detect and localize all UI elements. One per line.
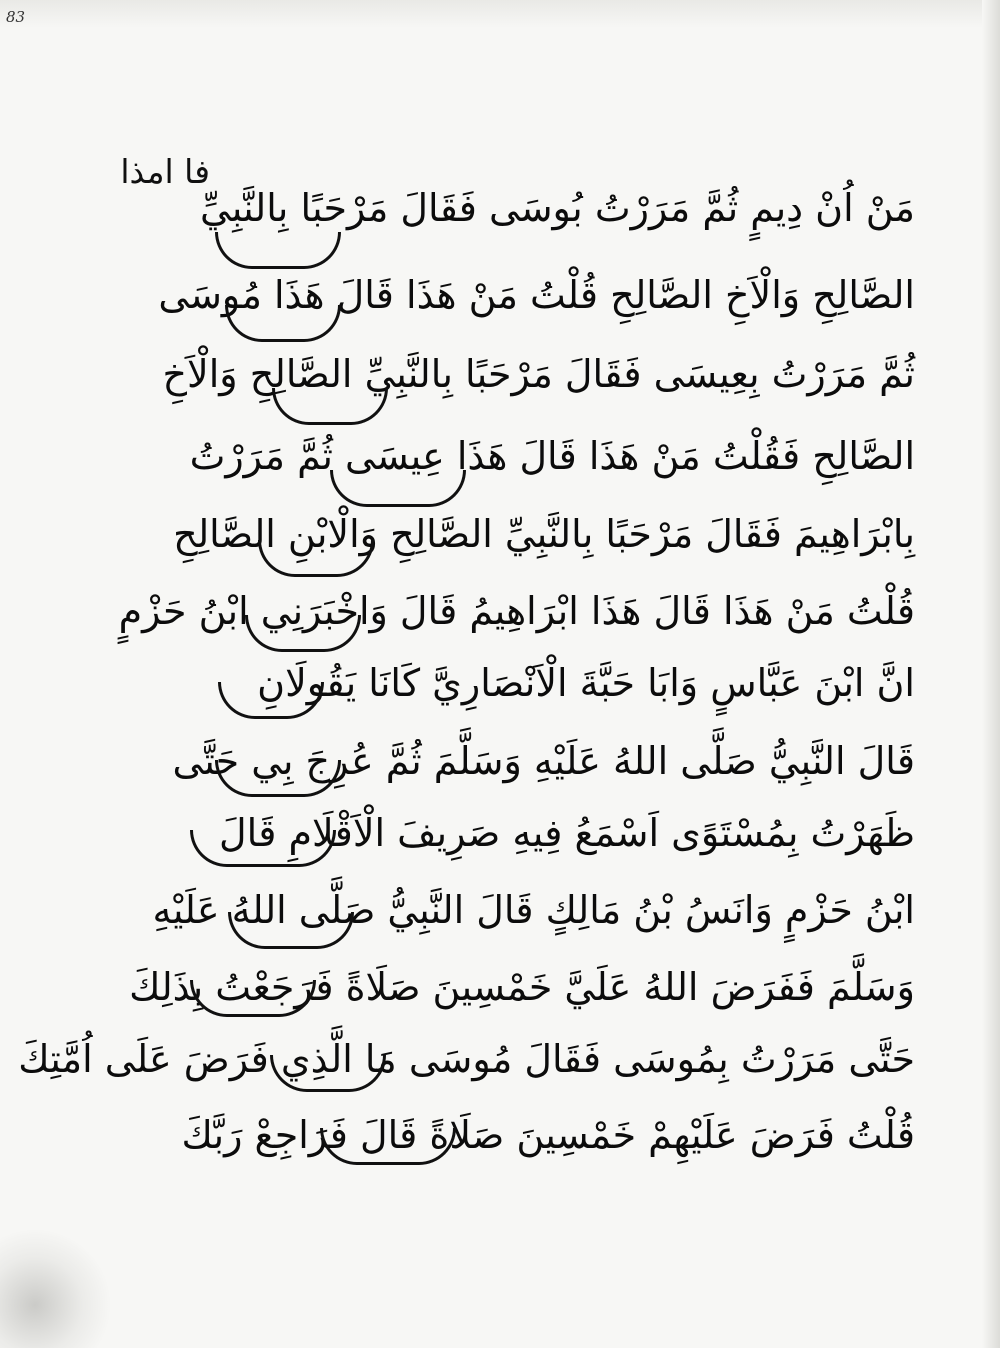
manuscript-line-10: ابْنُ حَزْمٍ وَانَسُ بْنُ مَالِكٍ قَالَ النَّبِيُّ صَلَّى اللهُ عَلَيْهِ — [152, 888, 915, 932]
page-right-edge — [982, 0, 1000, 1348]
script-swash — [215, 760, 341, 797]
script-swash — [320, 1128, 456, 1165]
script-swash — [190, 980, 316, 1017]
manuscript-line-9: ظَهَرْتُ بِمُسْتَوًى اَسْمَعُ فِيهِ صَرِيفَ الْاَقْلَامِ قَالَ — [219, 811, 915, 855]
manuscript-line-6: قُلْتُ مَنْ هَذَا قَالَ هَذَا ابْرَاهِيمُ قَالَ وَاخْبَرَنِي ابْنُ حَزْمٍ — [118, 589, 915, 633]
manuscript-line-5: بِابْرَاهِيمَ فَقَالَ مَرْحَبًا بِالنَّبِيِّ الصَّالِحِ وَالْابْنِ الصَّالِحِ — [173, 512, 915, 556]
manuscript-line-1: مَنْ اُنْ دِيمٍ ثُمَّ مَرَرْتُ بُوسَى فَقَالَ مَرْحَبًا بِالنَّبِيِّ — [200, 186, 915, 230]
manuscript-line-12: حَتَّى مَرَرْتُ بِمُوسَى فَقَالَ مُوسَى مَا الَّذِي فَرَضَ عَلَى اُمَّتِكَ — [18, 1037, 915, 1081]
page-stain — [0, 1230, 110, 1348]
manuscript-line-4: الصَّالِحِ فَقُلْتُ مَنْ هَذَا قَالَ هَذَا عِيسَى ثُمَّ مَرَرْتُ — [189, 434, 915, 478]
manuscript-line-2: الصَّالِحِ وَالْاَخِ الصَّالِحِ قُلْتُ مَنْ هَذَا قَالَ هَذَا مُوسَى — [158, 273, 915, 317]
script-swash — [228, 912, 354, 949]
script-swash — [215, 232, 341, 269]
manuscript-line-3: ثُمَّ مَرَرْتُ بِعِيسَى فَقَالَ مَرْحَبًا بِالنَّبِيِّ الصَّالِحِ وَالْاَخِ — [162, 352, 915, 396]
margin-note: فا امذا — [120, 152, 210, 191]
manuscript-line-13: قُلْتُ فَرَضَ عَلَيْهِمْ خَمْسِينَ صَلَاةً قَالَ فَرَاجِعْ رَبَّكَ — [181, 1113, 915, 1157]
manuscript-line-8: قَالَ النَّبِيُّ صَلَّى اللهُ عَلَيْهِ وَسَلَّمَ ثُمَّ عُرِجَ بِي حَتَّى — [172, 739, 915, 783]
script-swash — [190, 830, 336, 867]
manuscript-line-7: انَّ ابْنَ عَبَّاسٍ وَابَا حَبَّةَ الْاَنْصَارِيَّ كَانَا يَقُولَانِ — [257, 661, 915, 705]
page-number: 83 — [6, 8, 26, 26]
script-swash — [330, 470, 466, 507]
page-top-edge — [0, 0, 1000, 28]
manuscript-line-11: وَسَلَّمَ فَفَرَضَ اللهُ عَلَيَّ خَمْسِينَ صَلَاةً فَرَجَعْتُ بِذَلِكَ — [129, 965, 915, 1009]
